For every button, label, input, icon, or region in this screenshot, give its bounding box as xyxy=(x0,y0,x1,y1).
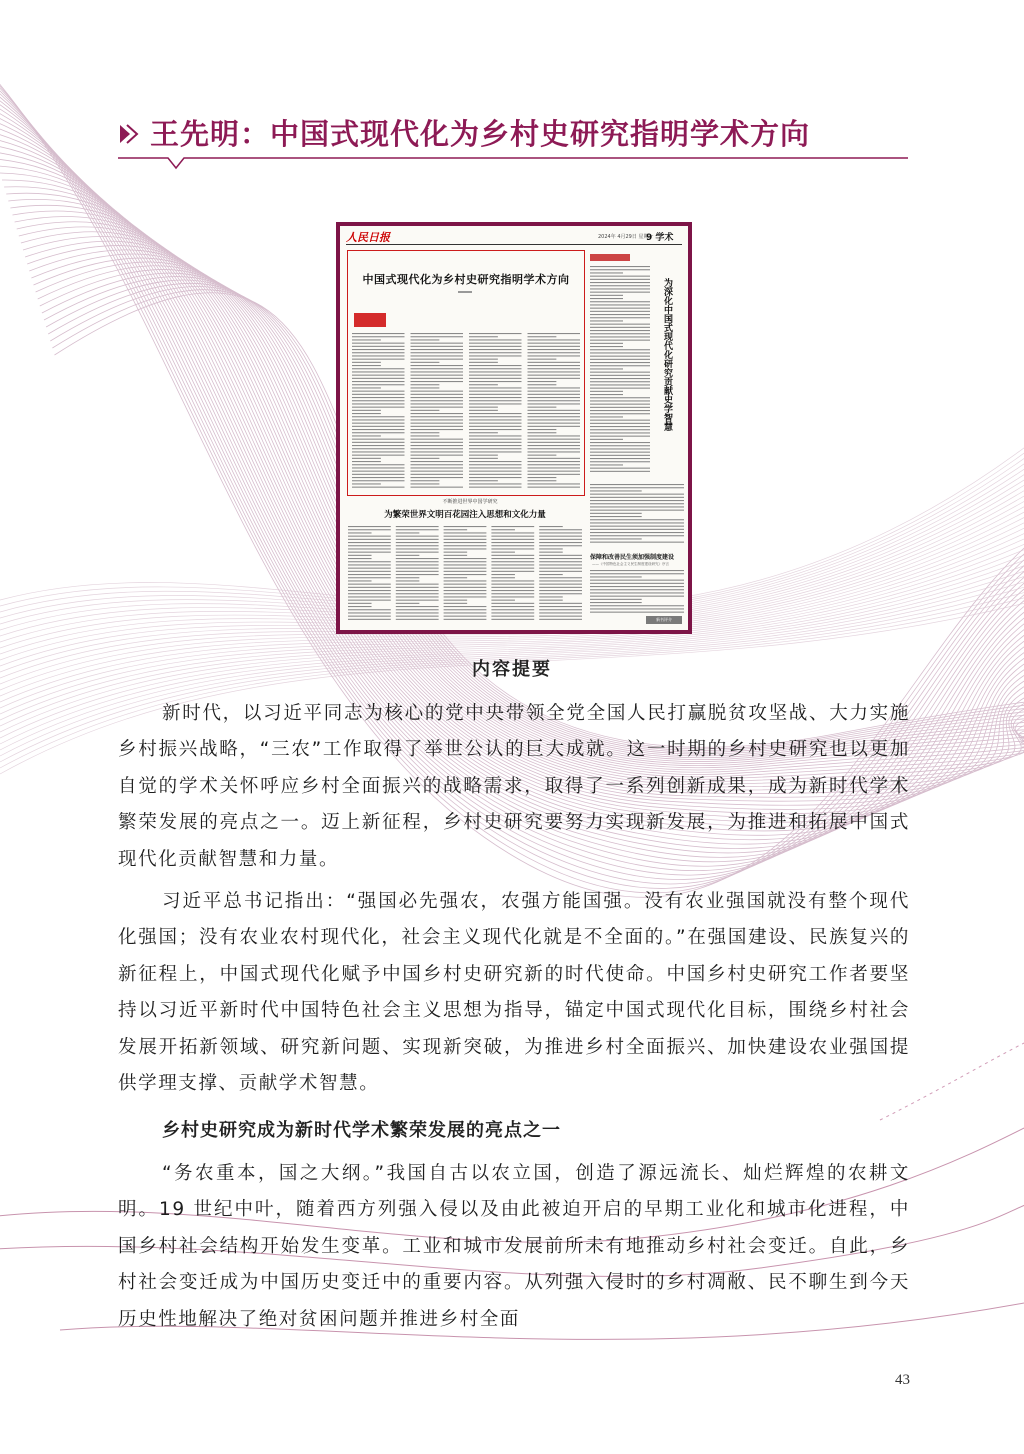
summary-paragraph-2: 习近平总书记指出：“强国必先强农，农强方能国强。没有农业强国就没有整个现代化强国；没有农业农村现代化，社会主义现代化就是不全面的。”在强国建设、民族复兴的新征程上，中国式现代化赋予中国乡村史研究新的时代使命。中国乡村史研究工作者要坚持以习近平新时代中国特色社会主义思想为指导，锚定中国式现代化目标，围绕乡村社会发展开拓新领域、研究新问题、实现新突破，为推进乡村全面振兴、加快建设农业强国提供学理支撑、贡献学术智慧。 xyxy=(118,891,910,1095)
book-review-headline: 保障和改善民生须加强制度建设 xyxy=(590,554,675,561)
page-number: 43 xyxy=(895,1372,910,1388)
sidebar-vertical-headline: 为深化中国式现代化研究贡献史学智慧 xyxy=(662,278,672,431)
newspaper-logo: 人民日报 xyxy=(346,231,390,244)
newspaper-page xyxy=(340,226,688,630)
byline-mark xyxy=(458,291,472,293)
sidebar-column-tag xyxy=(590,254,630,261)
newspaper-date: 2024年 4月29日 星期一 xyxy=(598,234,654,240)
second-article-kicker: 不断推进世界中国学研究 xyxy=(442,499,498,505)
book-review-badge: 新书评介 xyxy=(646,616,682,624)
newspaper-section-label: 9 学术 xyxy=(646,233,674,243)
page-title: 王先明：中国式现代化为乡村史研究指明学术方向 xyxy=(150,117,811,151)
section-paragraph-1: “务农重本，国之大纲。”我国自古以农立国，创造了源远流长、灿烂辉煌的农耕文明。19 世纪中叶，随着西方列强入侵以及由此被迫开启的早期工业化和城市化进程，中国乡村社会结构开始发生变革。工业和城市发展前所未有地推动乡村社会变迁。自此，乡村社会变迁成为中国历史变迁中的重要内容。从列强入侵时的乡村凋敝、民不聊生到今天历史性地解决了绝对贫困问题并推进乡村全面 xyxy=(118,1163,910,1330)
summary-paragraph-1: 新时代，以习近平同志为核心的党中央带领全党全国人民打赢脱贫攻坚战、大力实施乡村振兴战略，“三农”工作取得了举世公认的巨大成就。这一时期的乡村史研究也以更加自觉的学术关怀呼应乡村全面振兴的战略需求，取得了一系列创新成果，成为新时代学术繁荣发展的亮点之一。迈上新征程，乡村史研究要努力实现新发展，为推进和拓展中国式现代化贡献智慧和力量。 xyxy=(118,703,910,870)
newspaper-clipping-image xyxy=(336,222,692,634)
play-arrow-icon xyxy=(118,122,140,146)
sidebar-article-text xyxy=(590,264,650,474)
second-article-text-columns xyxy=(348,524,582,624)
summary-heading: 内容提要 xyxy=(472,659,552,680)
book-review-subtitle: ——《中国特色社会主义民生制度建设研究》序言 xyxy=(592,562,669,566)
featured-article-box xyxy=(347,250,585,496)
featured-article-headline: 中国式现代化为乡村史研究指明学术方向 xyxy=(362,273,570,286)
page-header xyxy=(118,112,908,172)
featured-article-text-columns xyxy=(352,331,580,491)
second-article-headline: 为繁荣世界文明百花园注入思想和文化力量 xyxy=(384,510,546,520)
column-tag xyxy=(354,313,386,327)
section-heading: 乡村史研究成为新时代学术繁荣发展的亮点之一 xyxy=(162,1120,561,1141)
right-column-text xyxy=(590,482,684,546)
newspaper-masthead xyxy=(346,230,682,245)
title-underline xyxy=(118,156,908,172)
book-review-text xyxy=(590,568,684,614)
